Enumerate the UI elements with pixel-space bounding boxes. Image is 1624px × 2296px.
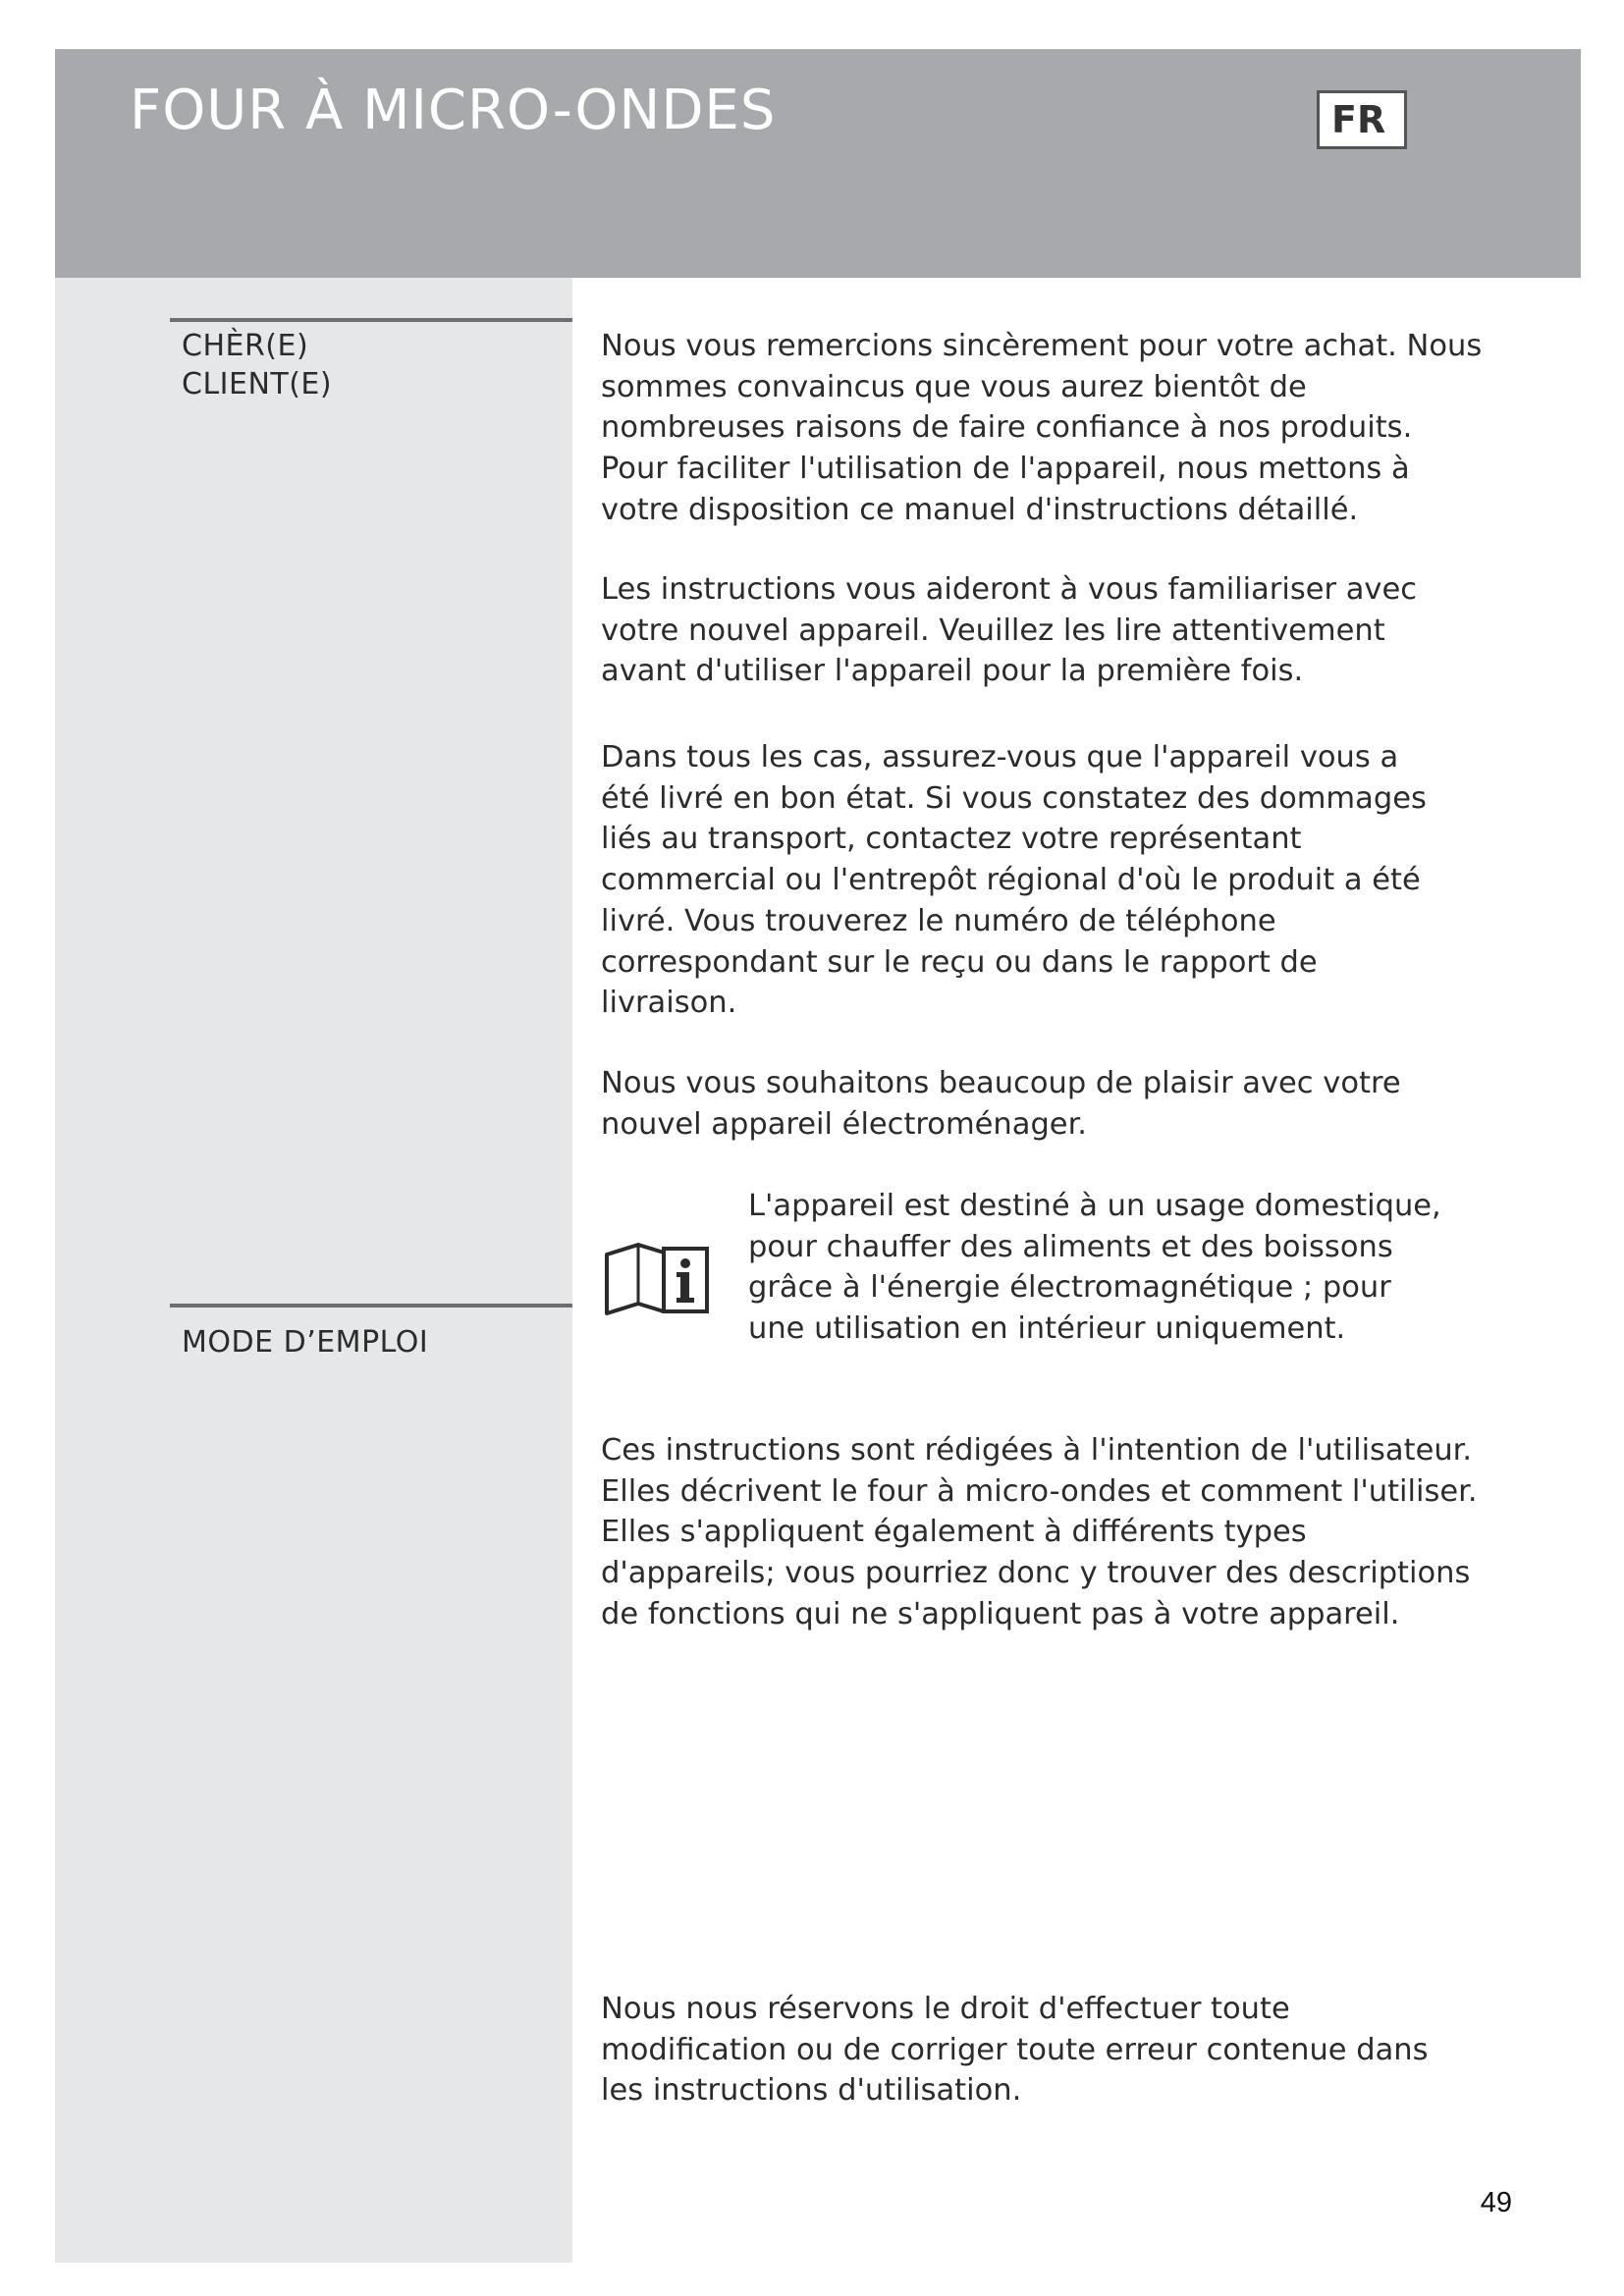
sidebar-divider	[170, 318, 572, 322]
delivery-paragraph: Dans tous les cas, assurez-vous que l'appareil vous a été livré en bon état. Si vous constatez des dommages liés au transport, contactez votre représentant commercial ou l'entrepôt régional d'où le produit a été livré. Vous trouverez le numéro de téléphone correspondant sur le reçu ou dans le rapport de livraison.	[601, 740, 1427, 1021]
sidebar	[55, 278, 572, 2263]
intro-paragraph: Nous vous remercions sincèrement pour votre achat. Nous sommes convaincus que vous aurez bientôt de nombreuses raisons de faire confiance à nos produits. Pour faciliter l'utilisation de l'appareil, nous mettons à votre disposition ce manuel d'instructions détaillé.	[601, 329, 1483, 527]
usage-note: L'appareil est destiné à un usage domestique, pour chauffer des aliments et des boissons grâce à l'énergie électromagnétique ; pour une utilisation en intérieur uniquement.	[748, 1189, 1441, 1347]
section-label: MODE D’EMPLOI	[182, 1325, 429, 1360]
wishes-paragraph: Nous vous souhaitons beaucoup de plaisir avec votre nouvel appareil électroménager.	[601, 1066, 1401, 1142]
page-title: FOUR À MICRO-ONDES	[130, 79, 777, 142]
sidebar-divider	[170, 1304, 572, 1308]
language-badge: FR	[1317, 90, 1407, 149]
disclaimer-paragraph: Nous nous réservons le droit d'effectuer toute modification ou de corriger toute erreur contenue dans les instructions d'utilisation.	[601, 1992, 1429, 2109]
info-manual-icon	[603, 1235, 711, 1317]
familiarise-paragraph: Les instructions vous aideront à vous familiariser avec votre nouvel appareil. Veuillez les lire attentivement avant d'utiliser l'appareil pour la première fois.	[601, 572, 1417, 689]
instructions-paragraph: Ces instructions sont rédigées à l'intention de l'utilisateur. Elles décrivent le four à micro-ondes et comment l'utiliser. Elles s'appliquent également à différents types d'appareils; vous pourriez donc y trouver des descriptions de fonctions qui ne s'appliquent pas à votre appareil.	[601, 1433, 1478, 1631]
page-number: 49	[1480, 2187, 1512, 2218]
greeting-label: CHÈR(E) CLIENT(E)	[182, 329, 333, 401]
